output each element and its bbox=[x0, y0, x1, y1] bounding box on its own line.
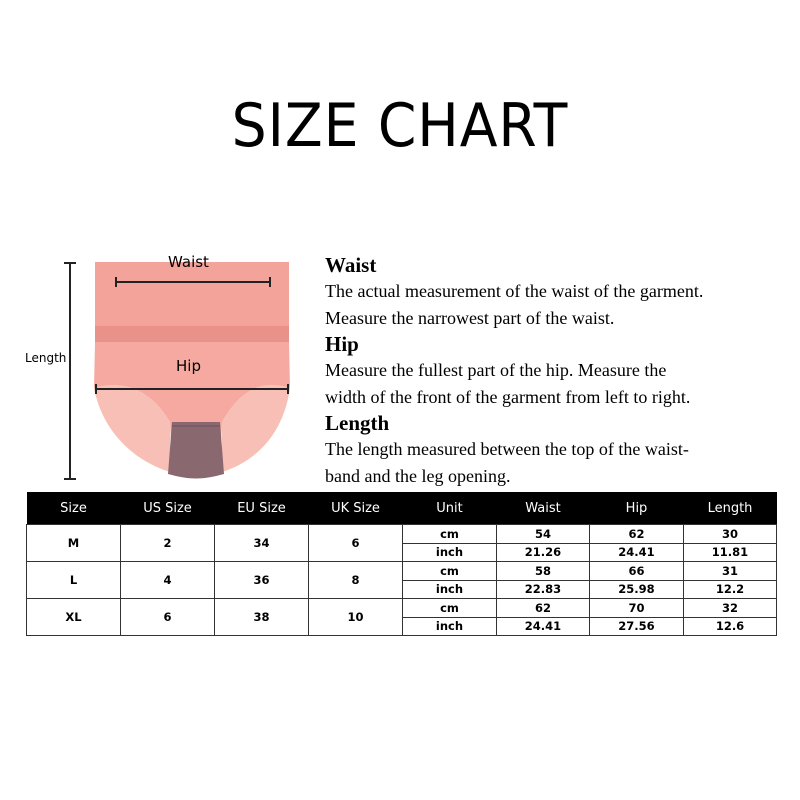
table-header-row bbox=[27, 492, 777, 525]
cell-length: 31 bbox=[684, 562, 777, 581]
cell-eu-size: 34 bbox=[215, 525, 309, 562]
header-size: Size bbox=[27, 492, 121, 525]
header-us-size: US Size bbox=[121, 492, 215, 525]
length-label: Length bbox=[25, 351, 67, 365]
cell-unit: cm bbox=[403, 599, 497, 618]
cell-us-size: 4 bbox=[121, 562, 215, 599]
waist-heading: Waist bbox=[325, 253, 377, 277]
cell-hip: 70 bbox=[590, 599, 684, 618]
cell-size: XL bbox=[27, 599, 121, 636]
cell-length: 11.81 bbox=[684, 543, 777, 562]
length-heading: Length bbox=[325, 411, 390, 435]
cell-size: L bbox=[27, 562, 121, 599]
cell-hip: 66 bbox=[590, 562, 684, 581]
waist-label: Waist bbox=[168, 253, 209, 271]
header-eu-size: EU Size bbox=[215, 492, 309, 525]
page-title: SIZE CHART bbox=[231, 91, 569, 161]
table-row bbox=[27, 599, 777, 618]
waist-description-line: The actual measurement of the waist of the garment. bbox=[325, 281, 704, 301]
length-arrow-bottom-cap bbox=[64, 478, 76, 480]
length-description-line: The length measured between the top of the waist- bbox=[325, 439, 689, 459]
header-unit: Unit bbox=[403, 492, 497, 525]
garment-figure bbox=[20, 250, 310, 490]
cell-unit: cm bbox=[403, 525, 497, 544]
cell-waist: 54 bbox=[497, 525, 590, 544]
cell-unit: cm bbox=[403, 562, 497, 581]
cell-unit: inch bbox=[403, 580, 497, 599]
measurement-descriptions bbox=[325, 252, 795, 489]
cell-waist: 24.41 bbox=[497, 617, 590, 636]
length-arrow bbox=[69, 262, 71, 480]
cell-length: 30 bbox=[684, 525, 777, 544]
cell-us-size: 2 bbox=[121, 525, 215, 562]
cell-eu-size: 36 bbox=[215, 562, 309, 599]
cell-waist: 62 bbox=[497, 599, 590, 618]
cell-uk-size: 6 bbox=[309, 525, 403, 562]
cell-uk-size: 8 bbox=[309, 562, 403, 599]
length-description-line: band and the leg opening. bbox=[325, 465, 511, 486]
table-row bbox=[27, 562, 777, 581]
header-hip: Hip bbox=[590, 492, 684, 525]
cell-unit: inch bbox=[403, 617, 497, 636]
cell-unit: inch bbox=[403, 543, 497, 562]
cell-hip: 24.41 bbox=[590, 543, 684, 562]
cell-us-size: 6 bbox=[121, 599, 215, 636]
size-table bbox=[26, 492, 777, 636]
cell-waist: 21.26 bbox=[497, 543, 590, 562]
cell-waist: 58 bbox=[497, 562, 590, 581]
header-waist: Waist bbox=[497, 492, 590, 525]
cell-hip: 25.98 bbox=[590, 580, 684, 599]
cell-length: 12.2 bbox=[684, 580, 777, 599]
header-uk-size: UK Size bbox=[309, 492, 403, 525]
cell-hip: 62 bbox=[590, 525, 684, 544]
hip-description-line: Measure the fullest part of the hip. Measure the bbox=[325, 360, 667, 380]
cell-hip: 27.56 bbox=[590, 617, 684, 636]
cell-waist: 22.83 bbox=[497, 580, 590, 599]
hip-description-line: width of the front of the garment from left to right. bbox=[325, 386, 691, 407]
waist-description-line: Measure the narrowest part of the waist. bbox=[325, 307, 615, 328]
header-length: Length bbox=[684, 492, 777, 525]
cell-length: 12.6 bbox=[684, 617, 777, 636]
cell-eu-size: 38 bbox=[215, 599, 309, 636]
length-arrow-top-cap bbox=[64, 262, 76, 264]
cell-length: 32 bbox=[684, 599, 777, 618]
table-row bbox=[27, 525, 777, 544]
cell-uk-size: 10 bbox=[309, 599, 403, 636]
hip-label: Hip bbox=[176, 357, 201, 375]
cell-size: M bbox=[27, 525, 121, 562]
hip-heading: Hip bbox=[325, 332, 359, 356]
